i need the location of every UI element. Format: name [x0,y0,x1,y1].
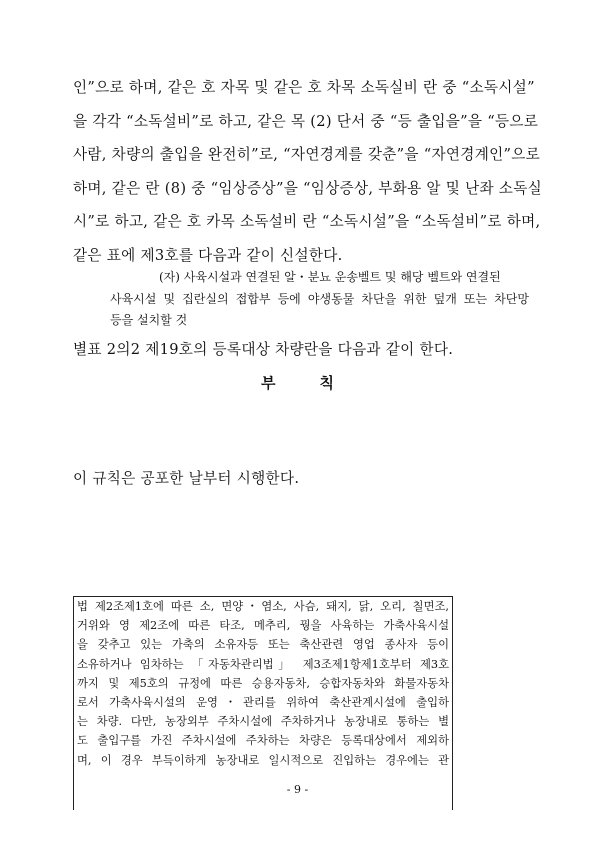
table-cell-line: 며, 이 경우 부득이하게 농장내로 일시적으로 진입하는 경우에는 관 [77,753,449,767]
page-number: - 9 - [286,783,309,796]
main-paragraph-line: 인”으로 하며, 같은 호 자목 및 같은 호 차목 소독실비 란 중 “소독시설” [73,79,535,96]
table-cell-line: 로서 가축사육시설의 운영・관리를 위하여 축산관계시설에 출입하 [77,695,449,709]
amendment-line: 별표 2의2 제19호의 등록대상 차량란을 다음과 같이 한다. [73,341,454,358]
main-paragraph-line: 을 각각 “소독설비”로 하고, 같은 목 (2) 단서 중 “등 출입을”을 “등으로 [73,112,539,130]
table-cell-line: 는 차량. 다만, 농장외부 주차시설에 주차하거나 농장내로 통하는 별 [77,715,449,729]
sub-item-line: 등을 설치할 것 [110,313,188,327]
sub-item-line: 사육시설 및 집란실의 접합부 등에 야생동물 차단을 위한 덮개 또는 차단망 [110,291,529,306]
addendum-heading-left: 부 [261,374,276,392]
main-paragraph-line: 시”로 하고, 같은 호 카목 소독설비 란 “소독시설”을 “소독설비”로 하며, [73,213,541,231]
main-paragraph [73,71,543,273]
main-paragraph-line: 사람, 차량의 출입을 완전히”로, “자연경계를 갖춘”을 “자연경계인”으로 [73,146,541,164]
addendum-heading [0,372,595,393]
sub-item-line: (자) 사육시설과 연결된 알・분뇨 운송벨트 및 해당 벨트와 연결된 [159,270,501,284]
table-cell-line: 소유하거나 임차하는 「자동차관리법」 제3조제1항제1호부터 제3호 [77,657,449,671]
table-cell-line: 을 갖추고 있는 가축의 소유자등 또는 축산관련 영업 종사자 등이 [77,638,449,652]
table-cell-line: 법 제2조제1호에 따른 소, 면양・염소, 사슴, 돼지, 닭, 오리, 칠면조, [77,600,449,613]
main-paragraph-line: 하며, 같은 란 (8) 중 “임상증상”을 “임상증상, 부화용 알 및 난좌 소독실 [73,179,543,197]
table-cell-line: 도 출입구를 가진 주차시설에 주차하는 차량은 등록대상에서 제외하 [77,734,449,748]
addendum-text: 이 규칙은 공포한 날부터 시행한다. [73,470,300,487]
sub-item [73,267,529,332]
main-paragraph-line: 같은 표에 제3호를 다음과 같이 신설한다. [73,246,343,264]
table-cell-line: 까지 및 제5호의 규정에 따른 승용자동차, 승합자동차와 화물자동차 [77,676,449,690]
table-cell [73,596,453,810]
table-cell-line: 거위와 영 제2조에 따른 타조, 메추리, 꿩을 사육하는 가축사육시설 [77,619,449,633]
addendum-heading-right: 칙 [319,374,334,392]
